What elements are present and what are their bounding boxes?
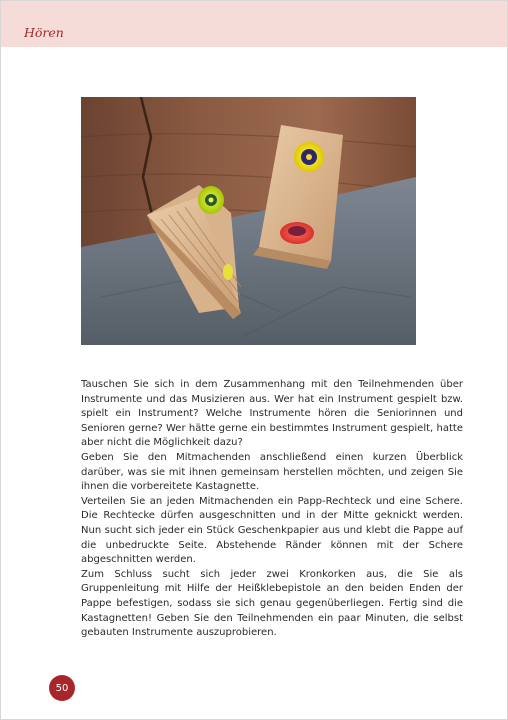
- body-text: [81, 378, 463, 641]
- paragraph: Verteilen Sie an jeden Mitmachenden ein Papp-Rechteck und eine Schere. Die Rechtecke dürfen ausgeschnitten und in der Mitte geknickt werden. Nun sucht sich jeder ein Stück Geschenkpapier aus und klebt die Pappe auf die unbedruckte Seite. Abstehende Ränder können mit der Schere abgeschnitten werden.: [81, 495, 463, 566]
- paragraph: Tauschen Sie sich in dem Zusammenhang mit den Teilnehmenden über Instrumente und das Musizieren aus. Wer hat ein Instrument gespielt bzw. spielt ein Instrument? Welche Instrumente hören die Seniorinnen und Senioren gerne? Wer hätte gerne ein bestimmtes Instrument gespielt, hatte aber nicht die Möglichkeit dazu?: [81, 379, 463, 449]
- header-band: [1, 1, 507, 47]
- page-number-badge: [49, 675, 75, 701]
- paragraph: Zum Schluss sucht sich jeder zwei Kronkorken aus, die Sie als Gruppenleitung mit Hilfe der Heißklebepistole an den beiden Enden der Pappe befestigen, sodass sie sich genau gegenüberliegen. Fertig sind die Kastagnetten! Geben Sie den Teilnehmenden ein paar Minuten, die selbst gebauten Instrumente auszuprobieren.: [81, 568, 463, 639]
- paragraph: Geben Sie den Mitmachenden anschließend einen kurzen Überblick darüber, was sie mit ihnen gemeinsam herstellen möchten, und zeigen Sie ihnen die vorbereitete Kastagnette.: [81, 451, 463, 493]
- section-title: Hören: [24, 25, 64, 40]
- castanets-photo: [81, 97, 416, 345]
- page-number: 50: [55, 682, 69, 694]
